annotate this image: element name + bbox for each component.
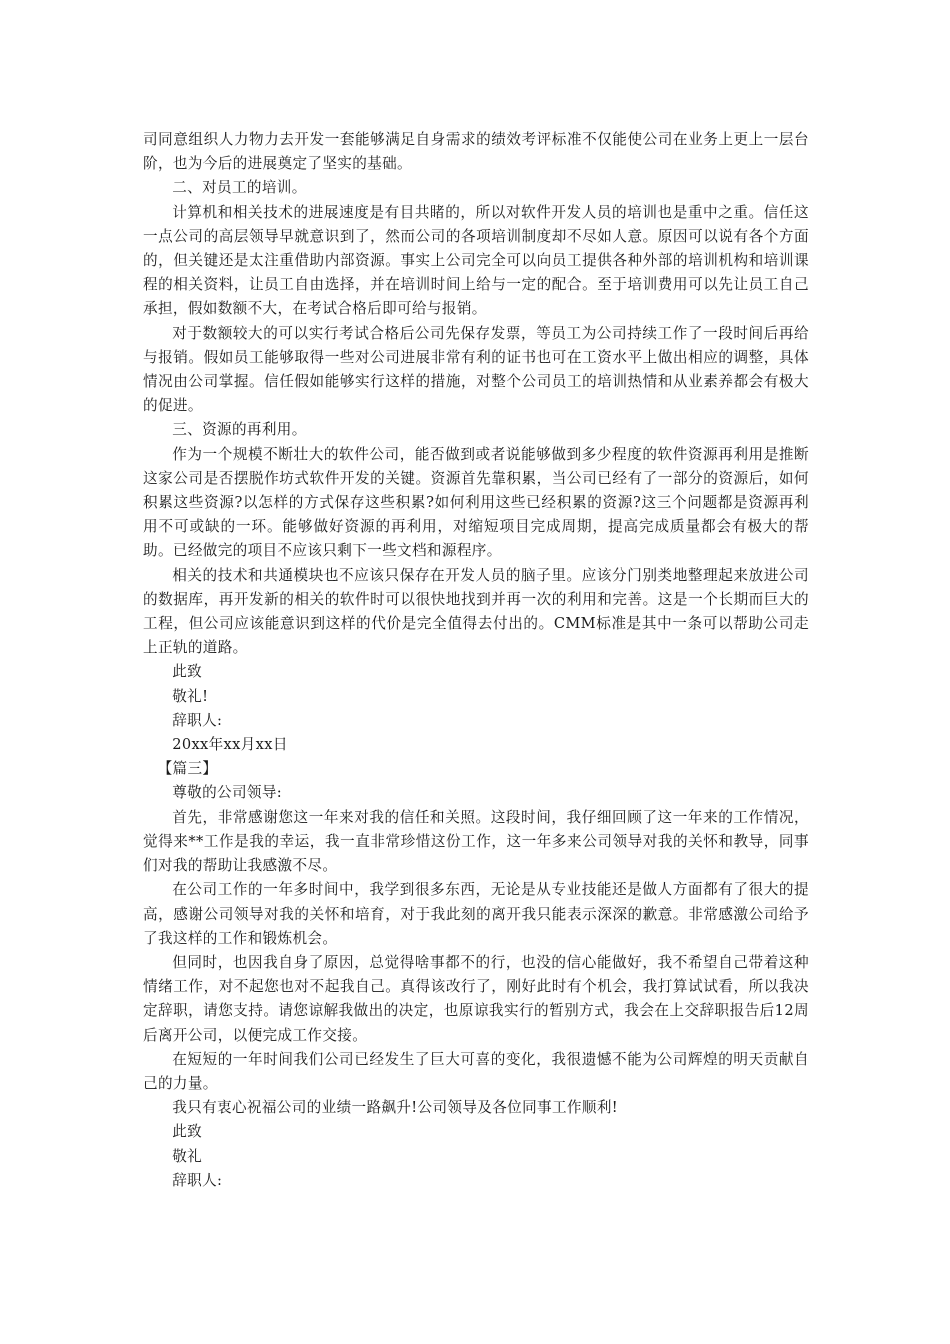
closing-regards-2: 敬礼: [172, 1147, 203, 1165]
paragraph-thanks: 首先，非常感谢您这一年来对我的信任和关照。这段时间，我仔细回顾了这一年来的工作情况，觉得来**工作是我的幸运，我一直非常珍惜这份工作，这一年多来公司领导对我的关怀和教导，同事们对我的帮助让我感激不尽。: [143, 808, 809, 875]
closing-salutation: 此致: [172, 663, 203, 681]
paragraph-reimbursement: 对于数额较大的可以实行考试合格后公司先保存发票，等员工为公司持续工作了一段时间后再给与报销。假如员工能够取得一些对公司进展非常有利的证书也可在工资水平上做出相应的调整，具体情况由公司掌握。信任假如能够实行这样的措施，对整个公司员工的培训热情和从业素养都会有极大的促进。: [143, 324, 809, 415]
paragraph-blessing: 我只有衷心祝福公司的业绩一路飙升!公司领导及各位同事工作顺利!: [172, 1099, 618, 1117]
paragraph-common-modules: 相关的技术和共通模块也不应该只保存在开发人员的脑子里。应该分门别类地整理起来放进公司的数据库，再开发新的相关的软件时可以很快地找到并再一次的利用和完善。这是一个长期而巨大的工程，但公司应该能意识到这样的代价是完全值得去付出的。CMM标准是其中一条可以帮助公司走上正轨的道路。: [143, 566, 809, 657]
signature-label-2: 辞职人:: [172, 1171, 223, 1189]
paragraph-training: 计算机和相关技术的进展速度是有目共睹的，所以对软件开发人员的培训也是重中之重。信任这一点公司的高层领导早就意识到了，然而公司的各项培训制度却不尽如人意。原因可以说有各个方面的，但关键还是太注重借助内部资源。事实上公司完全可以向员工提供各种外部的培训机构和培训课程的相关资料，让员工自由选择，并在培训时间上给与一定的配合。至于培训费用可以先让员工自己承担，假如数额不大，在考试合格后即可给与报销。: [143, 203, 809, 318]
section-heading-training: 二、对员工的培训。: [172, 179, 307, 197]
signature-label: 辞职人:: [172, 711, 223, 729]
paragraph-continuation: 司同意组织人力物力去开发一套能够满足自身需求的绩效考评标准不仅能使公司在业务上更上一层台阶，也为今后的进展奠定了坚实的基础。: [143, 131, 809, 173]
paragraph-reason: 但同时，也因我自身了原因，总觉得啥事都不的行，也没的信心能做好，我不希望自己带着这种情绪工作，对不起您也对不起我自己。真得该改行了，刚好此时有个机会，我打算试试看，所以我决定辞职，请您支持。请您谅解我做出的决定，也原谅我实行的暂别方式，我会在上交辞职报告后12周后离开公司，以便完成工作交接。: [143, 953, 809, 1044]
section-heading-reuse: 三、资源的再利用。: [172, 421, 307, 439]
closing-salutation-2: 此致: [172, 1123, 203, 1141]
chapter-heading: 【篇三】: [157, 760, 218, 778]
paragraph-regret: 在短短的一年时间我们公司已经发生了巨大可喜的变化，我很遗憾不能为公司辉煌的明天贡献自己的力量。: [143, 1050, 809, 1092]
letter-date: 20xx年xx月xx日: [172, 736, 288, 754]
closing-regards: 敬礼!: [172, 687, 209, 705]
paragraph-learning: 在公司工作的一年多时间中，我学到很多东西，无论是从专业技能还是做人方面都有了很大的提高，感谢公司领导对我的关怀和培育，对于我此刻的离开我只能表示深深的歉意。非常感激公司给予了我这样的工作和锻炼机会。: [143, 881, 809, 947]
letter-greeting: 尊敬的公司领导:: [172, 784, 283, 802]
paragraph-resource-reuse: 作为一个规模不断壮大的软件公司，能否做到或者说能够做到多少程度的软件资源再利用是推断这家公司是否摆脱作坊式软件开发的关键。资源首先靠积累，当公司已经有了一部分的资源后，如何积累这些资源?以怎样的方式保存这些积累?如何利用这些已经积累的资源?这三个问题都是资源再利用不可或缺的一环。能够做好资源的再利用，对缩短项目完成周期，提高完成质量都会有极大的帮助。已经做完的项目不应该只剩下一些文档和源程序。: [143, 445, 809, 560]
document-body: [143, 128, 809, 1193]
